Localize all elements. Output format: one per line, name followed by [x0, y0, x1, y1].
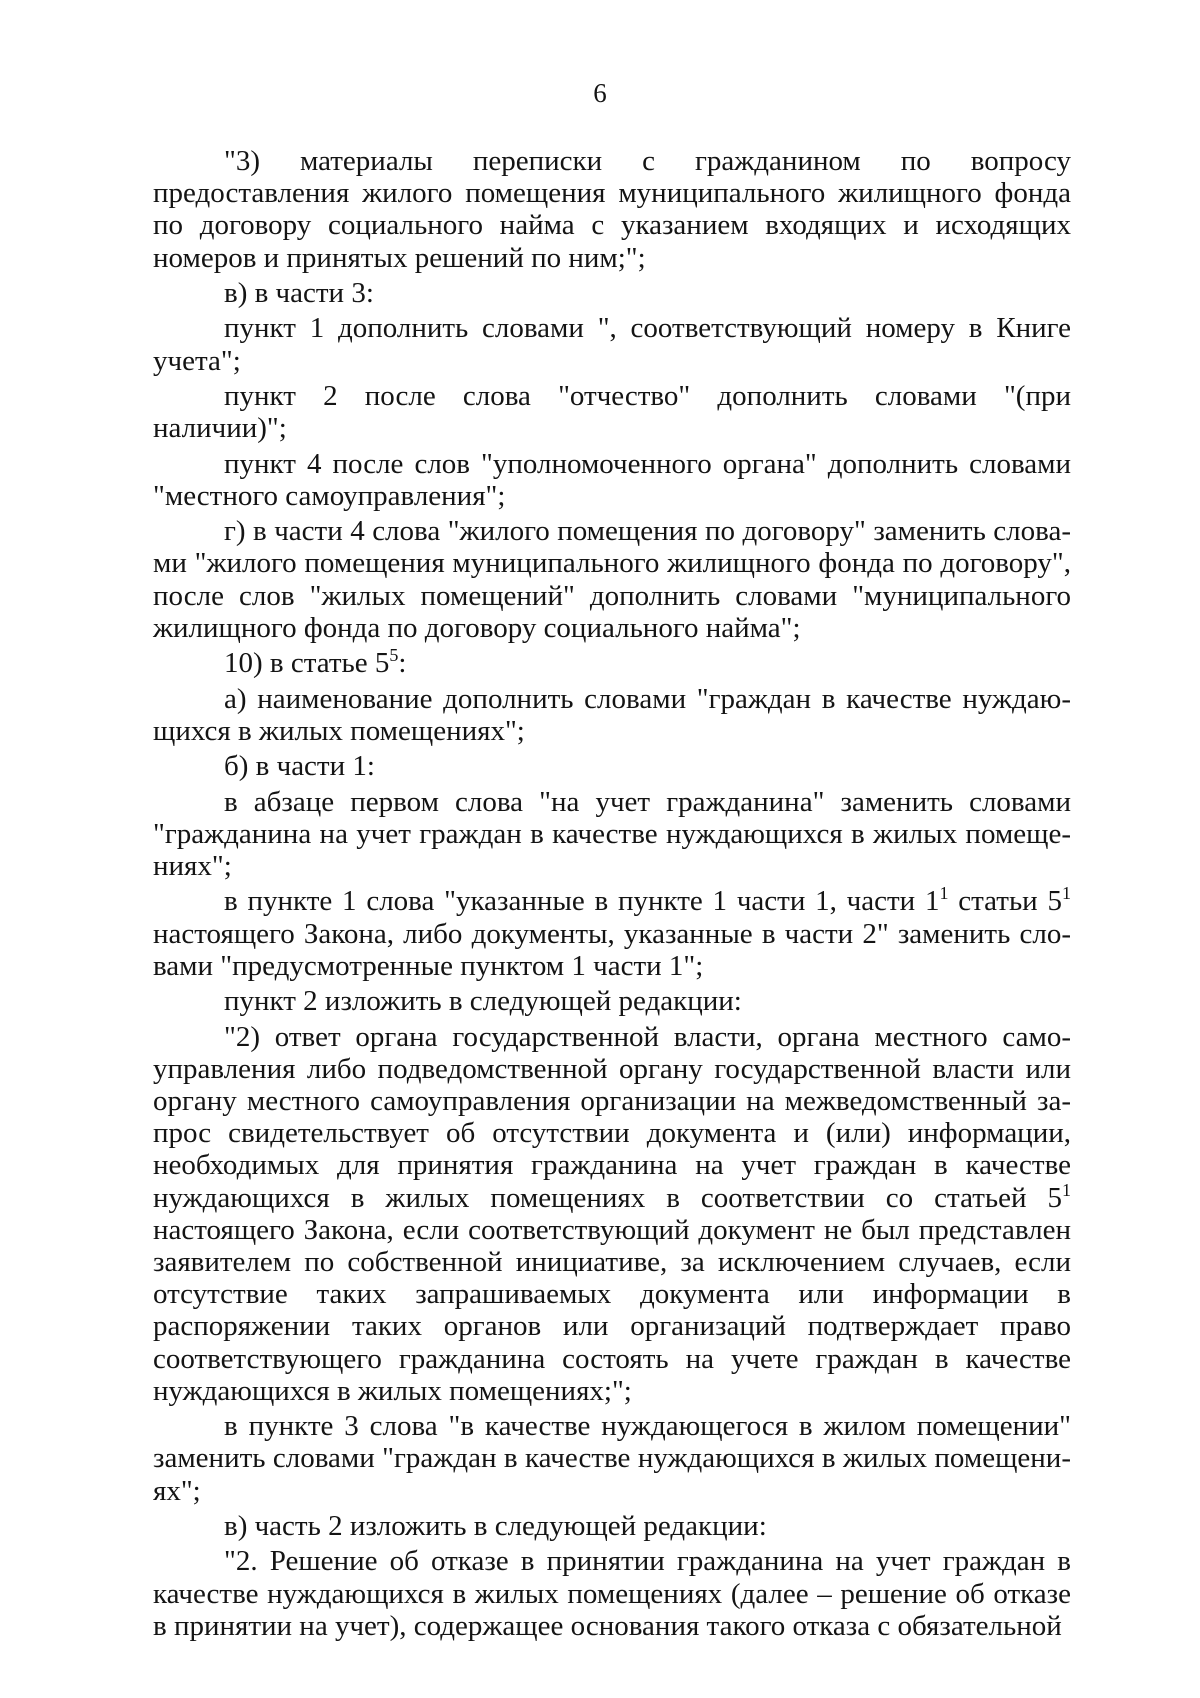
paragraph: "2. Решение об отказе в принятии гражданина на учет граждан в качестве нуждающихся в жилых помещениях (далее – решение об отказе в принятии на учет), содержащее основания такого отказа с обязательной — [153, 1545, 1071, 1642]
superscript: 1 — [1062, 883, 1071, 904]
page-number: 6 — [593, 78, 607, 108]
paragraph: в пункте 3 слова "в качестве нуждающегося в жилом помещении" заменить словами "граждан в качестве нуждающихся в жилых помещениях"; — [153, 1410, 1071, 1507]
paragraph: 10) в статье $5^5$: — [224, 645, 407, 680]
paragraph: в) в части 3: — [224, 277, 374, 309]
paragraph: а) наименование дополнить словами "граждан в качестве нуждающихся в жилых помещениях"; — [153, 682, 1071, 747]
paragraph: г) в части 4 слова "жилого помещения по договору" заменить словами "жилого помещения муниципального жилищного фонда по договору", после слов "жилых помещений" дополнить словами "муниципального жилищного фонда по договору социального найма"; — [153, 515, 1071, 644]
superscript: 5 — [389, 645, 399, 666]
paragraph: "2) ответ органа государственной власти, органа местного самоуправления либо подведомственной органу государственной власти или органу местного самоуправления организации на межведомственный запрос свидетельствует об отсутствии документа и (или) информации, необходимых для принятия гражданина на учет граждан в качестве нуждающихся в жилых помещениях в соответствии со статьей $5^1$ настоящего Закона, если соответствующий документ не был представлен заявителем по собственной инициативе, за исключением случаев, если отсутствие таких запрашиваемых документа или информации в распоряжении таких органов или организаций подтверждает право соответствующего гражданина состоять на учете граждан в качестве нуждающихся в жилых помещениях;"; — [153, 1020, 1071, 1407]
paragraph: пункт 1 дополнить словами ", соответствующий номеру в Книге учета"; — [153, 312, 1071, 377]
paragraph: в пункте 1 слова "указанные в пункте 1 части 1, части $1^1$ статьи $5^1$ настоящего Закона, либо документы, указанные в части 2" заменить словами "предусмотренные пунктом 1 части 1"; — [153, 883, 1071, 982]
paragraph: "3) материалы переписки с гражданином по вопросу предоставления жилого помещения муниципального жилищного фонда по договору социального найма с указанием входящих и исходящих номеров и принятых решений по ним;"; — [153, 145, 1071, 274]
paragraph: б) в части 1: — [224, 750, 375, 783]
superscript: 1 — [939, 883, 949, 904]
paragraph: в) часть 2 изложить в следующей редакции: — [224, 1509, 767, 1542]
document-body — [153, 145, 1071, 1645]
paragraph: в абзаце первом слова "на учет гражданина" заменить словами "гражданина на учет граждан в качестве нуждающихся в жилых помещениях"; — [153, 785, 1071, 882]
paragraph: пункт 2 изложить в следующей редакции: — [224, 985, 742, 1018]
superscript: 1 — [1062, 1179, 1071, 1200]
paragraph: пункт 4 после слов "уполномоченного органа" дополнить словами "местного самоуправления"; — [153, 447, 1071, 512]
paragraph: пункт 2 после слова "отчество" дополнить словами "(при наличии)"; — [153, 379, 1071, 445]
